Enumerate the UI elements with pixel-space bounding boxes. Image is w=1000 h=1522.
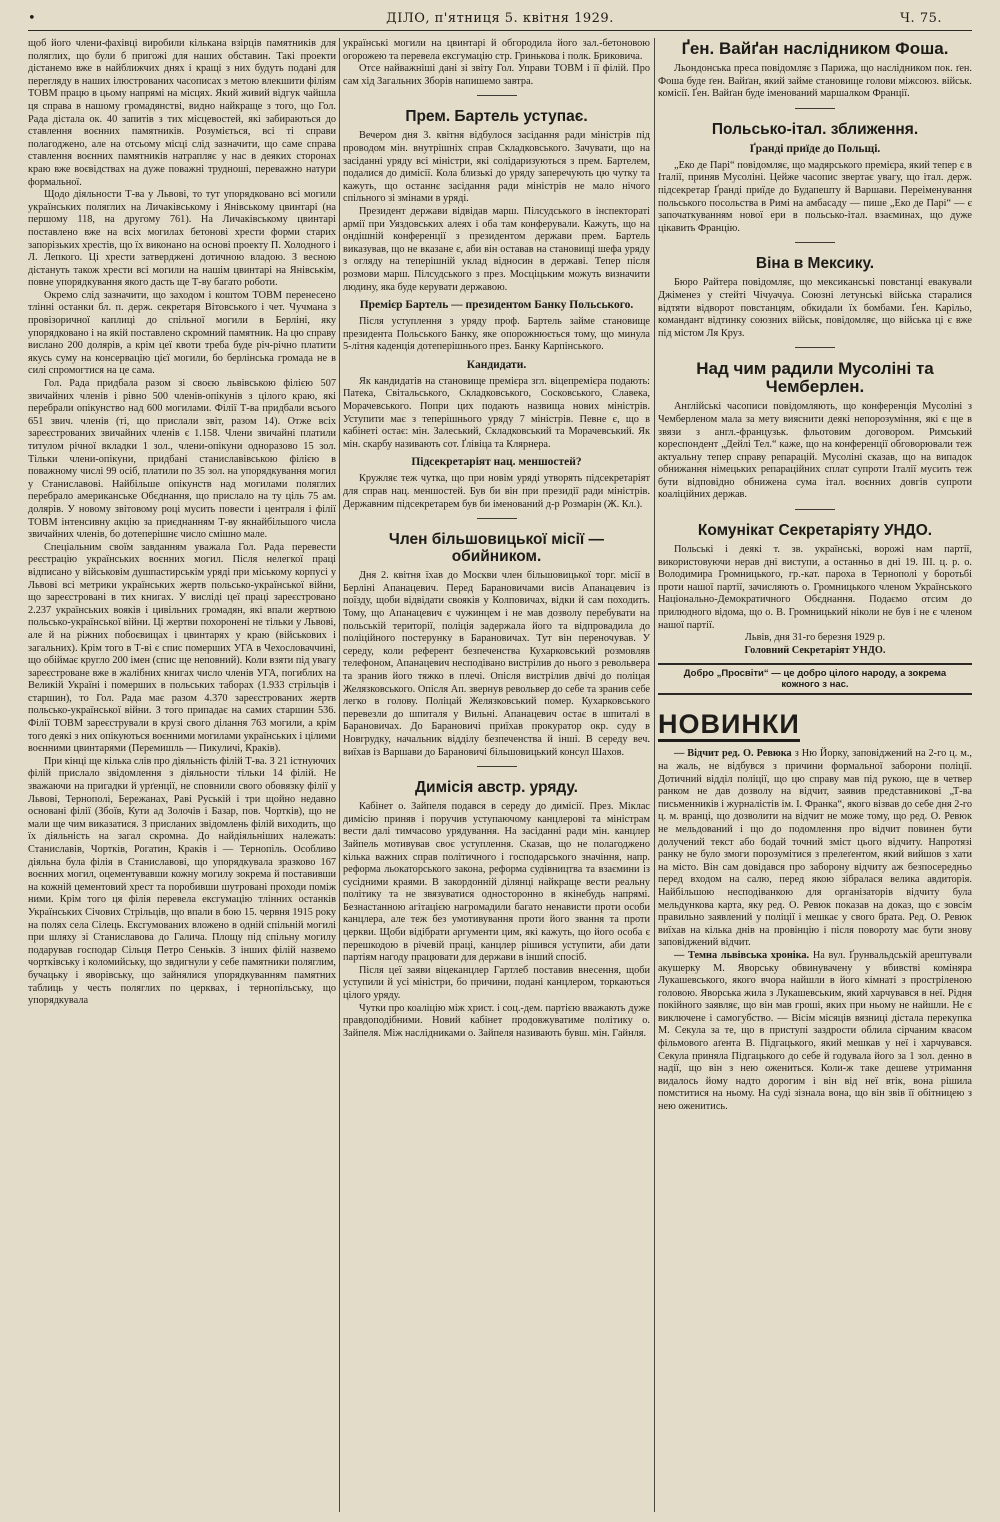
section-divider — [343, 514, 650, 524]
section-divider — [658, 343, 972, 353]
column-2 — [343, 38, 650, 1514]
paragraph: Гол. Рада придбала разом зі своєю львівською філією 507 звичайних членів і рівно 500 членів-опікунів з цілого краю, які перебрали опікунство над 600 могилами. Філії Т-ва придбали всього 651 звич. членів (ті, що прислали звіт, разом 14). Отже всіх зареєстрованих звичайних членів є 1.158. Члени звичайні платили титулом річної вкладки 1 зол., члени-опікуни одноразово 15 зол. Тільки члени-опікуни, придбані станиславівською філією в поважному числі 99 осіб, платили по 35 зол. на упорядкування могил у Станиславові. Найбільше опікунств над могилами поляглих перебрало американське Обєднання, що прислало на ту ціль 75 ам. долярів. У новому звітовому році мусить повести і централя і філії ТОВМ інтенсивну акцію за приєднанням Т-ву якнайбільшого числа звичайних членів, бо дотеперішнє число смішно мале. — [28, 378, 336, 541]
section-divider — [343, 762, 650, 772]
paragraph: Президент держави відвідав марш. Пілсудського в інспектораті армії при Уяздовських алеях і оба там конферували. Кажуть, що на ондішній конференції з президентом держави прем. Бартель виказував, що не вказане є, аби він оставав на становищі шефа уряду з огляду на теперішній уклад відносин в державі. Тепер після розмови марш. Пілсудського з през. Мосціцьким можуть визначити людину, яка буде керувати державою. — [343, 205, 650, 293]
subheadline-premier: Премієр Бартель — президентом Банку Польського. — [359, 299, 634, 312]
paragraph: Чутки про коаліцію між христ. і соц.-дем. партією вважають дуже правдоподібними. Новий кабінет продовжуватиме політику о. Зайпеля. Між наслідниками о. Зайпеля називають бувш. мін. Гайнля. — [343, 1002, 650, 1039]
paragraph: Після уступлення з уряду проф. Бартель займе становище президента Польського Банку, яке опорожнюється тому, що минула 5-літня каденція дотеперішнього през. Банку Карпінського. — [343, 316, 650, 353]
masthead-bullet: • — [28, 11, 37, 26]
column-rule-1 — [339, 38, 340, 1512]
news-item — [658, 748, 972, 950]
section-divider — [343, 91, 650, 101]
paragraph: Після цеї заяви віцеканцлер Гартлеб поставив внесення, щоби уступили й усі міністри, бо причини, подані канцлером, торкаються цілого уряду. — [343, 964, 650, 1002]
headline-weygand: Ґен. Вайґан наслідником Фоша. — [681, 39, 949, 58]
paragraph: Кружляє теж чутка, що при новім уряді утворять підсекретаріят для справ нац. меншостей. Був би він при президії ради міністрів. Державним підсекретарем був би іменований д-р Розмарін (Ж. Кл.). — [343, 473, 650, 510]
paragraph: Англійські часописи повідомляють, що конференція Мусоліні з Чемберленом мала за мету вияснити деякі непорозуміння, які є ще в звязи з англ.-французьк. фльотовим договором. Римський кореспондент „Дейлі Тел.“ каже, що на конференції обговорювали теж актуальну тепер справу репарацій. Мусоліні сказав, що на випадок обнижання німецьких репараційних сплат супроти Італії мусить теж бути відповідно обнижена сума італ. воєнних довгів супроти коаліційних держав. — [658, 401, 972, 501]
paragraph: українські могили на цвинтарі й обгородила його зал.-бетоновою огорожею та перевела ексгумацію стр. Гринькова і полк. Бриковича. — [343, 38, 650, 62]
column-rule-2 — [654, 38, 655, 1512]
headline-undo-communique: Комунікат Секретаріяту УНДО. — [697, 522, 933, 540]
section-divider — [658, 104, 972, 114]
paragraph: Бюро Райтера повідомляє, що мексиканські повстанці евакували Джіменез у стейті Чічуачуа. Союзні летунські війська старалися відтяти відворот повстанцям, обкидали їх бомбами. Ґен. Карільо, командант відтинку союзних військ, повідомляє, що війська ці є вже під містом Ля Круз. — [658, 277, 972, 339]
column-3 — [658, 38, 972, 1514]
masthead — [28, 8, 972, 31]
news-item-text: з Ню Йорку, заповіджений на 2-го ц. м., на жаль, не відбувся з причини формальної заборони поліції. Дотичний відділ поліції, що цю справу мав під рукою, ще в четвер ранком не дав дозволу на відчит, заявив представникові „Т-ва письменників і журналістів ім. І. Франка“, якого візвав до себе дня 2-го ц. м. вранці, що дозволити на відчит не може тому, що ред. О. Ревюк не мельдований і що до подомлення про відчит повинен бути долучений текст або бодай точний зміст цього відчиту. Напротязі ранку не було змоги порозумітися з прелеґентом, який вийшов з хати на місто. Він сам довідався про заборону відчиту аж безпосередньо перед входом на салю, перед якою зібралася велика авдиторія. Найбільшою несподіванкою для організаторів відчиту була мельдункова карта, яку ред. О. Ревюк показав на доказ, що є зовсім правильно заявлений у поліції і мешкає у свого брата. Ред. О. Ревюк виїхав на кілька днів на провінцію і після повороту має бути знову заповіджений відчит. — [658, 748, 972, 949]
subheadline-candidates: Кандидати. — [466, 358, 527, 371]
paragraph: Дня 2. квітня їхав до Москви член більшовицької торг. місії в Берліні Апанацевич. Перед Барановичами висів Апанацевич із поїзду, щоби відвідати свояків у Колповичах, відки й сам походить. Тому, що Апанацевич є чужинцем і не мав дозволу перебувати на польській території, поліція задержала його та відпровадила до поліційного постерунку в Барановичах. Тут він переночував. У середу, коли референт безпеченства Кухарковський розмовляв телефоном, Апанацевич несподівано вистрілив до нього з револьвера та зранив його тяжко в плечі. Опісля вистрілив двічі до поліцая Желязковського. Опісля Ап. звернув револьвер до себе та зранив себе легко в голову. Поліцай Желязковський помер. Кухарковського перевезли до шпиталя у Вильні. Апанацевич остає в шпиталі в Барановичах. До Барановичі приїхав прокуратор окр. суду в Новгрудку, начальник відділу безпеченства й інші. В середу веч. виїхав із Варшави до Барановичі більшовицький консул Шахов. — [343, 570, 650, 758]
news-item-lead: — Відчит ред. О. Ревюка — [674, 748, 792, 760]
news-item — [658, 950, 972, 1114]
headline-austrian-government: Димісія австр. уряду. — [415, 779, 578, 797]
news-section-title: НОВИНКИ — [658, 709, 800, 742]
headline-bolshevik-member: Член більшовицької місії — обийником. — [388, 531, 605, 566]
masthead-title: ДІЛО, п'ятниця 5. квітня 1929. — [386, 11, 614, 26]
news-item-text: На вул. Ґрунвальдській арештували акушерку М. Яворську обвинувачену у вбивстві комінярa Лукашевського, якого вчора найшли в його кімнаті з простріленою головою. Яворська жила з Лукашевським, який харчувався в неї. Рідня покійного заявляє, що він мав гроші, яких при ньому не найшли. Не є виключене і самогубство. — Вісім місяців вязниці дістала перекупка М. Секула за те, що в приступі заздрости облила сірчаним квасом фільмового аґента В. Підгацького, який мешкав у неї і харчувався. Секула приняла Підгацького до себе й годувала його за 1 зол. денно в надії, що він з нею ожениться. Коли-ж таке дешеве утримання видалось йому надто дорогим і він від неї втік, вона рішила помститися на ньому. На суді зізнала вона, що він звів її обітницею з нею оженитись. — [658, 949, 972, 1113]
headline-mussolini-chamberlain: Над чим радили Мусоліні та Чемберлен. — [696, 359, 934, 397]
paragraph: Льондонська преса повідомляє з Парижа, що наслідником пок. ґен. Фоша буде ґен. Вайґан, який займе становище голови міжсоюз. військ. комісії. Ґен. Вайґан буде іменований маршалком Франції. — [658, 63, 972, 100]
communique-signature: Головний Секретаріят УНДО. — [744, 644, 886, 656]
issue-number: Ч. 75. — [900, 11, 942, 26]
section-divider — [658, 505, 972, 515]
paragraph: Спеціальним своїм завданням уважала Гол. Рада перевести реєстрацію українських воєнних могил. Після нелегкої праці відписано у військовім душпастирськім уряді при міському корпусі у Львові всі метрики українських жертв польсько-української війни, що зареєстровані в тих книгах. У висліді цеї праці зареєстровано 2.237 українських вояків і цивільних громадян, які впали жертвою польсько-української війни. Ці жертви похоронені не тільки у Львові, але й на ріжних побоєвищах і цвинтарях у краю (військових і загальних). Крім того в Т-ві є спис померших УГА в Чехословаччині, що обіймає кругло 200 імен (спис ще неповний). Коли взяти під увагу зареєстроване вже в жалібних книгах число членів УГА, погиблих на Великій Україні і померших в польських таборах (1.933 стрільців і старшин), то Гол. Рада має разом 4.370 зареєстрованих жертв польсько-української війни. З того припадає на самих старшин 536. Філії ТОВМ зареєстрували в крузі свого ділання 763 могили, а крім того деякі з них опікуються воєнними могилами українських і цілими воєнними цвинтарями (Перемишль — Пикуличі, Краків). — [28, 541, 336, 755]
paragraph: При кінці ще кілька слів про діяльність філій Т-ва. З 21 істнуючих філій прислало звідомлення з діяльности тільки 14 філій. Не зважаючи на пригадки й урґенції, не сповнили свого обовязку філії у Львові, Тернополі, Бережанах, Раві Руській і три щойно недавно основані філії (Збоїв, Кути ад Золочів і Базар, пов. Чортків), що не мали ще чим виказатися. З присланих звідомлень філій виходить, що їх діяльність на загал скромна. До найдіяльніших належать: Станиславів, Чортків, Рогатин, Краків і — Тернопіль. Особливо діяльна була філія в Станиславові, що упорядкувала зразково 167 воєнних могил, оцементувавши кожну могилу зокрема й поставивши на кожній цементовий хрест та поробивши шутровані проходи поміж ними. Крім того ця філія перевела ексгумацію тлінних останків Українських Січових Стрільців, що впали в бою 15. червня 1915 року на полях села Сілець. Ексгумованих вложено в одній спільній могилі при шляху зі Станиславова до Галича. Площу під спільну могилу подарував господар Сільця Петро Сеньків. З інших філій назвемо чортківську і коломийську, що звдигнули у себе памятники поляглим, бучацьку і яворівську, що зайнялися упорядкуванням памятних таблиць у честь поляглих по церквах, і тернопільську, що упорядкувала — [28, 755, 336, 1007]
section-divider — [658, 238, 972, 248]
paragraph: Окремо слід зазначити, що заходом і коштом ТОВМ перенесено тлінні останки бл. п. держ. секретаря Вітовського і чет. Чучмана з провізоричної каплиці до спільної могили в Берліні, яку упорядковано і на якій поставлено скромний памятник. На цю справу вислано 200 долярів, а крім цеї квоти треба буде річ-річно платити якусь суму на консервацію цієї могили, бо берлінська громада не в силі спромогтися на це сама. — [28, 289, 336, 377]
subheadline-minorities: Підсекретаріят нац. меншостей? — [411, 456, 582, 469]
paragraph: Польські і деякі т. зв. українські, ворожі нам партії, використовуючи нерав дні виступи, а останньо в дні 19. ІІІ. ц. р. о. Володимира Громницького, гр.-кат. пароха в Тернополі у боротьбі проти нашої партії, зачисляють о. Громницького членом Українського Національно-Демократичного Обєднання. Подаємо отсим до прилюдного відома, що о. В. Громницький ніколи не був і не є членом нашої партії. — [658, 544, 972, 631]
paragraph: „Еко де Парі“ повідомляє, що мадярського премієра, який тепер є в Італії, приняв Мусоліні. Цейже часопис звертає увагу, що італ. держ. підсекретар Ґранді приїде до Будапешту й Варшави. Переіменування польського посольства в Римі на амбасаду — пише „Еко де Парі“ — є започаткуванням нової ери в польсько-італ. взаєминах, що дуже цікавить Францію. — [658, 159, 972, 234]
column-1 — [28, 38, 336, 1514]
subheadline-grandi: Ґранді приїде до Польщі. — [749, 142, 881, 155]
paragraph: Вечером дня 3. квітня відбулося засідання ради міністрів під проводом мін. внутрішніх справ Складковського. Зачувати, що на засіданні уряду всі міністри, які солідаризуються з прем. Бартелем, подалися до димісії. Кола близькі до уряду заперечують цю чутку та кажуть, що останнє засідання ради міністрів не мало нічого спільного зі змінами в уряді. — [343, 130, 650, 205]
news-item-lead: — Темна львівська хроніка. — [674, 949, 810, 961]
paragraph: Як кандидатів на становище премієра згл. віцепремієра подають: Патека, Світальського, Складковського, Сосковського, Славека, Морачевського. Попри цих подають назвища нових міністрів. Уступити має з теперішнього уряду 7 міністрів. Певне є, що в кабінеті остає: мін. Залеський, Складковський та Морачевський. Як мін. скарбу називають сот. Ґлівіца та Клярнера. — [343, 375, 650, 450]
headline-bartel: Прем. Бартель уступає. — [405, 108, 588, 126]
prosvita-slogan: Добро „Просвіти“ — це добро цілого народу, а зокрема кожного з нас. — [658, 663, 972, 695]
paragraph: Щодо діяльности Т-ва у Львові, то тут упорядковано всі могили українських поляглих на Личаківському і Янівському цвинтарі (на першому 118, на другому 761). На Личаківському цвинтарі поставлено вже на всіх могилах бетонові хрести форми старих запорізьких хрестів, що їх виконано на основі проекту П. Холодного і Л. Лепкого. Ці хрести затверджені дотичною владою. З весною дістануть також хрести всі могили на нашім цвинтарі на Янівськім, повне упорядкування якого дасть ще Т-ву багато роботи. — [28, 189, 336, 289]
paragraph: щоб його члени-фахівці виробили кількана взірців памятників для поляглих, що були б пригожі для наших обставин. Такі проекти дістанемо вже в найближчих днях і кращі з них будуть подані для перегляду в наших ілюстрованих часописах з метою влекшити філіям ТОВМ працю в цьому напрямі на місцях. Який живий відгук чайшла ця справа в нашому громадянстві, видно найкраще з того, що Гол. Рада дістала ок. 40 запитів з тих місцевостей, які забираються до ставлення воєнних памятників. Розуміється, всі ті справи полагоджено, але на отсьому місці слід зазначити, що саме справа ставлення воєнних памятників натрапляє у нас в деяких сторонах краю вже воєвідствах на дуже поважні трудноші, переважно натури формальної. — [28, 38, 336, 188]
paragraph: Кабінет о. Зайпеля подався в середу до димісії. През. Міклас димісію приняв і поручив уступаючому канцлерові та міністрам вести далі тимчасово урядування. На засіданні ради мін. канцлер Зайпель мотивував своє уступлення. Сказав, що не полагоджено кілька важних справ політичного і господарського значіння, напр. реформа льокаторського закона, реформа судівництва та взаємини із сусідними краями. В закордонній ділянці найкраще вести реальну політику та не звязуватися односторонно в якінебудь напрямі. Безнастанною агітацією нагромадили багато ненависти проти особи канцлера, але теж без умотивування проти його звання та проти церкви. Щоби відібрати аргументи цим, які кажуть, що його особа є перешкодою в річевій праці, канцлер рішився уступити, аби дати партіям нагоду працювати для держави в інший спосіб. — [343, 801, 650, 964]
communique-date: Львів, дня 31-го березня 1929 р. — [744, 632, 886, 644]
paragraph: Отсе найважніші дані зі звіту Гол. Управи ТОВМ і її філій. Про сам хід Загальних Зборів напишемо завтра. — [343, 63, 650, 87]
headline-polish-italian: Польсько-італ. зближення. — [711, 120, 919, 138]
headline-mexico: Віна в Мексику. — [755, 255, 875, 273]
